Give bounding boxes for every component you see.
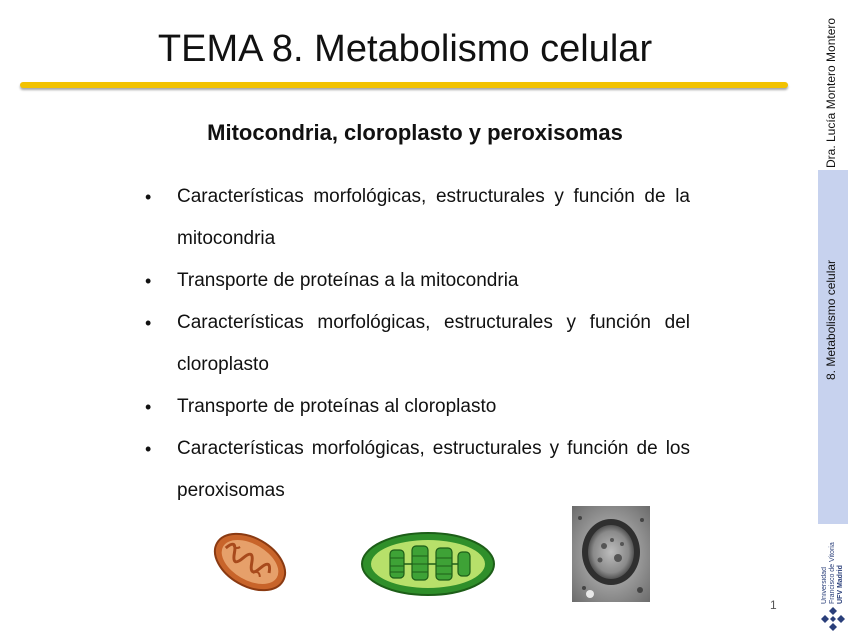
bullet-item <box>145 176 690 260</box>
peroxisome-micrograph <box>572 506 650 602</box>
bullet-item <box>145 302 690 386</box>
author-name: Dra. Lucía Montero Montero <box>824 17 838 168</box>
bullet-text: • Características morfológicas, estructurales y función del cloroplasto <box>177 312 690 375</box>
bullet-text: • Transporte de proteínas a la mitocondria <box>177 270 519 291</box>
logo-line: Francisco de Vitoria <box>829 542 836 604</box>
bullet-item <box>145 260 690 302</box>
page-number: 1 <box>770 598 777 612</box>
logo-line: Universidad <box>821 567 828 604</box>
bullet-text: • Características morfológicas, estructurales y función de los peroxisomas <box>177 438 690 501</box>
bullet-text: • Transporte de proteínas al cloroplasto <box>177 396 497 417</box>
slide-title: TEMA 8. Metabolismo celular <box>157 28 653 70</box>
title-underline <box>20 82 788 88</box>
bullet-item <box>145 428 690 512</box>
logo-line: UFV Madrid <box>837 565 844 604</box>
bullet-item <box>145 386 690 428</box>
topic-label: 8. Metabolismo celular <box>824 259 838 380</box>
bullet-list <box>145 176 690 512</box>
logo-text <box>821 532 845 604</box>
chloroplast-illustration <box>360 528 496 598</box>
mitochondrion-illustration <box>208 524 292 600</box>
bullet-text: • Características morfológicas, estructurales y función de la mitocondria <box>177 186 690 249</box>
logo-emblem-icon <box>820 606 846 632</box>
slide-subtitle: Mitocondria, cloroplasto y peroxisomas <box>207 120 623 145</box>
